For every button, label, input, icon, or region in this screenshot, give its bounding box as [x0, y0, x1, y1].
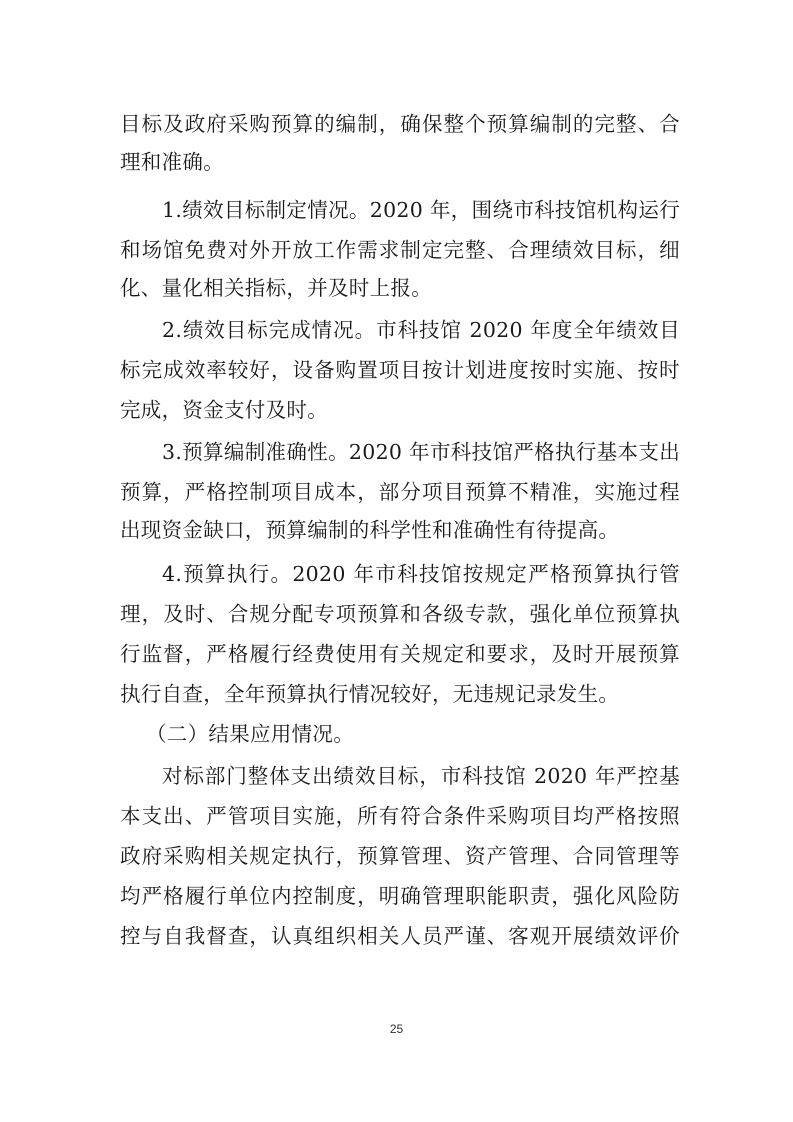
text-line: 政府采购相关规定执行，预算管理、资产管理、合同管理等	[120, 844, 680, 868]
text-line: 执行自查，全年预算执行情况较好，无违规记录发生。	[120, 682, 620, 706]
text-line: 出现资金缺口，预算编制的科学性和准确性有待提高。	[120, 518, 620, 542]
text-line: 1.绩效目标制定情况。2020 年，围绕市科技馆机构运行	[162, 198, 680, 222]
text-line: 目标及政府采购预算的编制，确保整个预算编制的完整、合	[120, 112, 680, 136]
text-line: 本支出、严管项目实施，所有符合条件采购项目均严格按照	[120, 804, 680, 828]
text-line: 2.绩效目标完成情况。市科技馆 2020 年度全年绩效目	[162, 318, 680, 342]
text-line: 控与自我督查，认真组织相关人员严谨、客观开展绩效评价	[120, 924, 680, 948]
text-line: 理和准确。	[120, 150, 224, 174]
text-line: 3.预算编制准确性。2020 年市科技馆严格执行基本支出	[162, 440, 680, 464]
section-heading: （二）结果应用情况。	[146, 722, 354, 746]
text-line: 理，及时、合规分配专项预算和各级专款，强化单位预算执	[120, 602, 680, 626]
page-number: 25	[389, 1022, 404, 1036]
text-line: 对标部门整体支出绩效目标，市科技馆 2020 年严控基	[162, 764, 680, 788]
text-line: 和场馆免费对外开放工作需求制定完整、合理绩效目标，细	[120, 238, 680, 262]
text-line: 完成，资金支付及时。	[120, 398, 328, 422]
text-line: 均严格履行单位内控制度，明确管理职能职责，强化风险防	[120, 884, 680, 908]
text-line: 预算，严格控制项目成本，部分项目预算不精准，实施过程	[120, 480, 680, 504]
text-line: 标完成效率较好，设备购置项目按计划进度按时实施、按时	[120, 358, 680, 382]
text-line: 化、量化相关指标，并及时上报。	[120, 276, 432, 300]
text-line: 行监督，严格履行经费使用有关规定和要求，及时开展预算	[120, 642, 680, 666]
text-line: 4.预算执行。2020 年市科技馆按规定严格预算执行管	[162, 562, 680, 586]
